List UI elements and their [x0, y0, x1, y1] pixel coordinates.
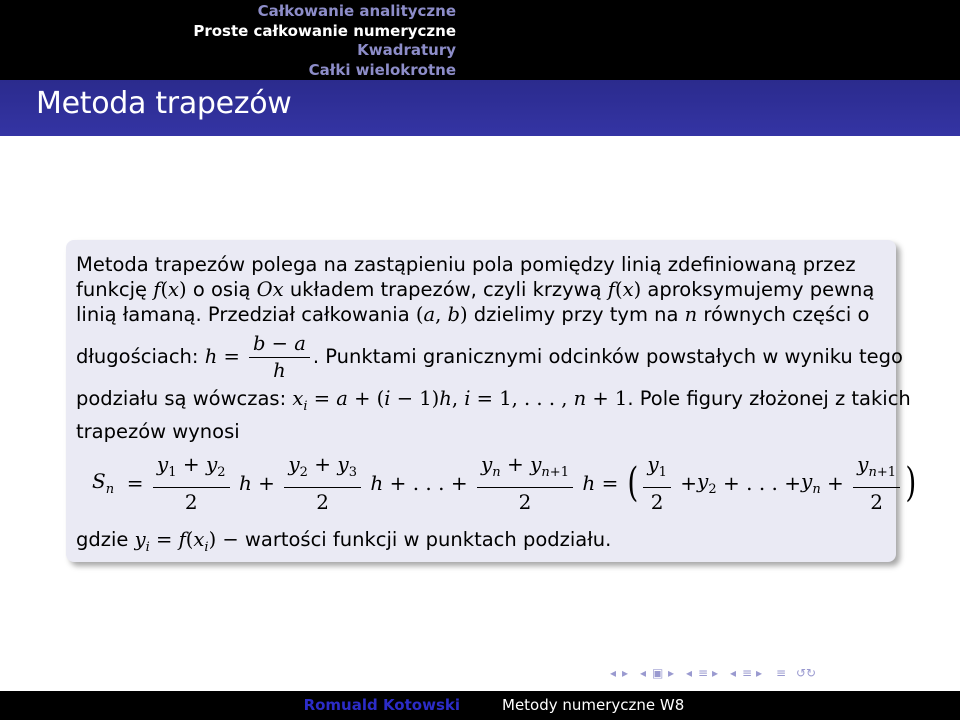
text-line-5: podziału są wówczas: $x_i = a + (i - 1)h$, i = 1, . . . , n + 1. Pole figury złożonej z takich: [76, 387, 911, 414]
nav-item-calkowanie-analityczne[interactable]: Całkowanie analityczne: [257, 2, 456, 20]
text-line-4: długościach: h = $\frac{b - a}{h}$ . Punktami granicznymi odcinków powstałych w wyniku tego: [76, 332, 903, 382]
footer-left-panel: [0, 691, 480, 720]
content-text: [76, 252, 911, 444]
nav-prev-section-icon[interactable]: ◂: [730, 666, 737, 680]
fraction-h: $\frac{b - a}{h}$: [249, 331, 310, 384]
nav-prev-slide-icon[interactable]: ◂: [610, 666, 617, 680]
nav-document-icon[interactable]: ≡: [776, 666, 787, 680]
nav-item-kwadratury[interactable]: Kwadratury: [357, 41, 456, 59]
text-line-3: linią łamaną. Przedział całkowania (a, b) dzielimy przy tym na n równych części o: [76, 303, 870, 326]
beamer-navigation-symbols: [600, 666, 940, 686]
text-line-6: trapezów wynosi: [76, 419, 240, 443]
nav-next-frame-icon[interactable]: ▸: [668, 666, 675, 680]
trapezoid-formula: $S_n$ = $\frac{y_1 + y_2}{2}$ h + $\frac{y_2 + y_3}{2}$ h + . . . + $\frac{y_n + y_{n+1}}{2}$ h = ( $\frac{y_1}{2}$ $+y_2$ + . . . $+y_n$ + $\frac{y_{n+1}}{2}$ ): [92, 452, 917, 514]
nav-prev-frame-icon[interactable]: ◂: [640, 666, 647, 680]
nav-prev-subsection-icon[interactable]: ◂: [686, 666, 693, 680]
math-ox: Ox: [256, 278, 284, 301]
frame-title: Metoda trapezów: [36, 86, 292, 121]
nav-section-icon[interactable]: ≡: [742, 666, 753, 680]
footer-bar: [0, 691, 960, 720]
definition-line: gdzie $y_i = f(x_i)$ − wartości funkcji w punktach podziału.: [76, 528, 612, 555]
text-line-2: funkcję f(x) o osią Ox układem trapezów, czyli krzywą f(x) aproksymujemy pewną: [76, 278, 875, 301]
nav-right-panel: [480, 0, 960, 80]
nav-item-calki-wielokrotne[interactable]: Całki wielokrotne: [308, 60, 456, 79]
top-navigation-bar: [0, 0, 960, 80]
nav-search-icon[interactable]: ↺↻: [796, 666, 817, 680]
nav-next-slide-icon[interactable]: ▸: [622, 666, 629, 680]
nav-next-subsection-icon[interactable]: ▸: [712, 666, 719, 680]
section-navigation: [193, 2, 456, 80]
math-fx: f: [153, 278, 161, 301]
footer-right-panel: [480, 691, 960, 720]
footer-title: Metody numeryczne W8: [502, 696, 685, 714]
nav-next-section-icon[interactable]: ▸: [756, 666, 763, 680]
nav-subsection-icon[interactable]: ≡: [698, 666, 709, 680]
text-line-1: Metoda trapezów polega na zastąpieniu pola pomiędzy linią zdefiniowaną przez: [76, 253, 856, 276]
nav-frame-icon[interactable]: ▣: [652, 666, 664, 680]
nav-item-proste-calkowanie-numeryczne[interactable]: Proste całkowanie numeryczne: [193, 21, 456, 40]
footer-author: Romuald Kotowski: [303, 696, 460, 714]
